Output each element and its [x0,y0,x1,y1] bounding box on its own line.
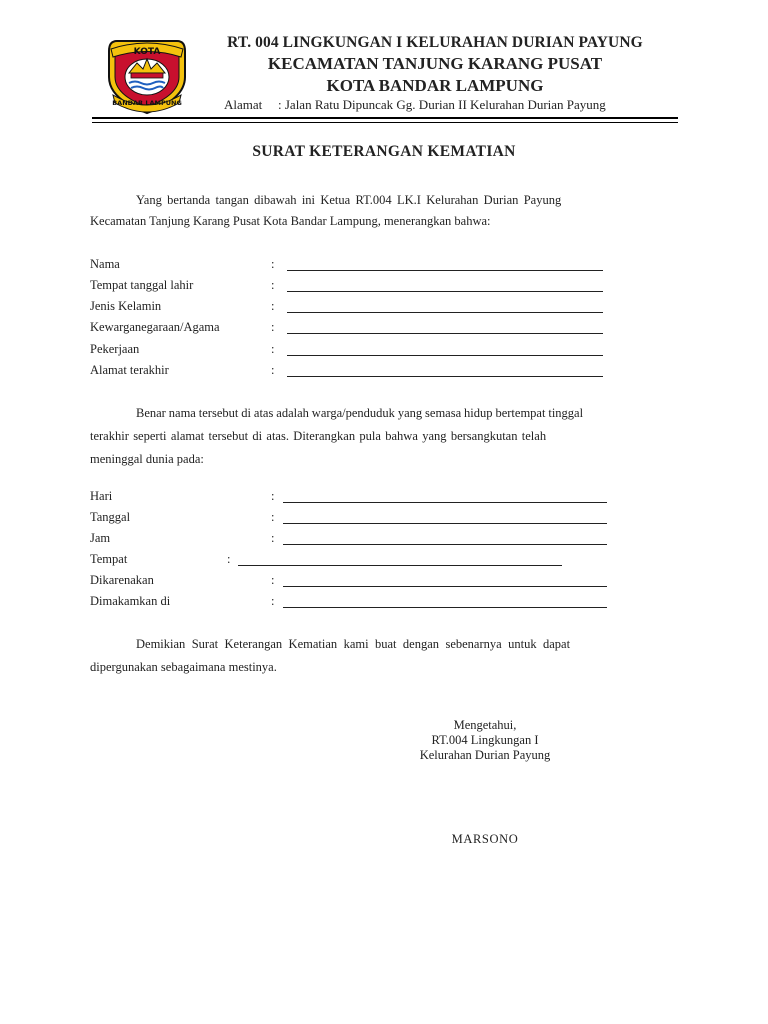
fill-in-line[interactable] [283,544,607,545]
statement-paragraph [90,402,678,471]
signature-name: MARSONO [451,832,519,846]
field-colon: : [271,299,275,313]
field-label: Jam [90,531,111,545]
fill-in-line[interactable] [287,355,603,356]
document-title: SURAT KETERANGAN KEMATIAN [252,143,516,160]
field-colon: : [227,552,231,566]
field-colon: : [271,363,275,377]
intro-line-1: Yang bertanda tangan dibawah ini Ketua RT.004 LK.I Kelurahan Durian Payung [136,193,562,207]
signature-office: Kelurahan Durian Payung [419,748,551,762]
field-colon: : [271,342,275,356]
fill-in-line[interactable] [283,523,607,524]
closing-line-1: Demikian Surat Keterangan Kematian kami buat dengan sebenarnya untuk dapat [136,637,571,651]
closing-paragraph [90,633,678,679]
field-colon: : [271,510,275,524]
field-label: Jenis Kelamin [90,299,162,313]
address-value: : Jalan Ratu Dipuncak Gg. Durian II Kelurahan Durian Payung [278,97,606,112]
logo-text-bottom: BANDAR LAMPUNG [112,99,182,107]
fill-in-line[interactable] [238,565,562,566]
statement-line-1: Benar nama tersebut di atas adalah warga/penduduk yang semasa hidup bertempat tinggal [136,406,584,420]
field-label: Tempat [90,552,128,566]
field-colon: : [271,278,275,292]
field-colon: : [271,320,275,334]
letterhead-line-3: KOTA BANDAR LAMPUNG [326,76,544,95]
fill-in-line[interactable] [287,376,603,377]
logo-text-top: KOTA [133,47,161,57]
field-label: Kewarganegaraan/Agama [90,320,220,334]
signature-acknowledged: Mengetahui, [453,718,517,732]
city-emblem-logo [101,35,193,115]
intro-paragraph [90,190,678,232]
field-colon: : [271,531,275,545]
field-colon: : [271,257,275,271]
fill-in-line[interactable] [283,586,607,587]
field-label: Pekerjaan [90,342,140,356]
statement-line-3: meninggal dunia pada: [90,452,204,466]
field-colon: : [271,594,275,608]
fill-in-line[interactable] [283,502,607,503]
statement-line-2: terakhir seperti alamat tersebut di atas. Diterangkan pula bahwa yang bersangkutan telah [90,429,547,443]
field-label: Dikarenakan [90,573,154,587]
fill-in-line[interactable] [287,312,603,313]
fill-in-line[interactable] [287,270,603,271]
letterhead-line-1: RT. 004 LINGKUNGAN I KELURAHAN DURIAN PAYUNG [227,34,643,51]
letterhead-rule-thin [92,122,678,123]
letterhead-address [224,97,606,113]
field-label: Hari [90,489,113,503]
fill-in-line[interactable] [287,333,603,334]
field-label: Tanggal [90,510,131,524]
field-colon: : [271,489,275,503]
fill-in-line[interactable] [283,607,607,608]
intro-line-2: Kecamatan Tanjung Karang Pusat Kota Bandar Lampung, menerangkan bahwa: [90,214,491,228]
closing-line-2: dipergunakan sebagaimana mestinya. [90,660,277,674]
letterhead-rule-thick [92,117,678,119]
field-label: Tempat tanggal lahir [90,278,194,292]
address-label: Alamat [224,97,263,112]
field-colon: : [271,573,275,587]
signature-position: RT.004 Lingkungan I [431,733,539,747]
letterhead-line-2: KECAMATAN TANJUNG KARANG PUSAT [267,54,603,73]
fill-in-line[interactable] [287,291,603,292]
field-label: Alamat terakhir [90,363,169,377]
field-label: Dimakamkan di [90,594,171,608]
field-label: Nama [90,257,120,271]
